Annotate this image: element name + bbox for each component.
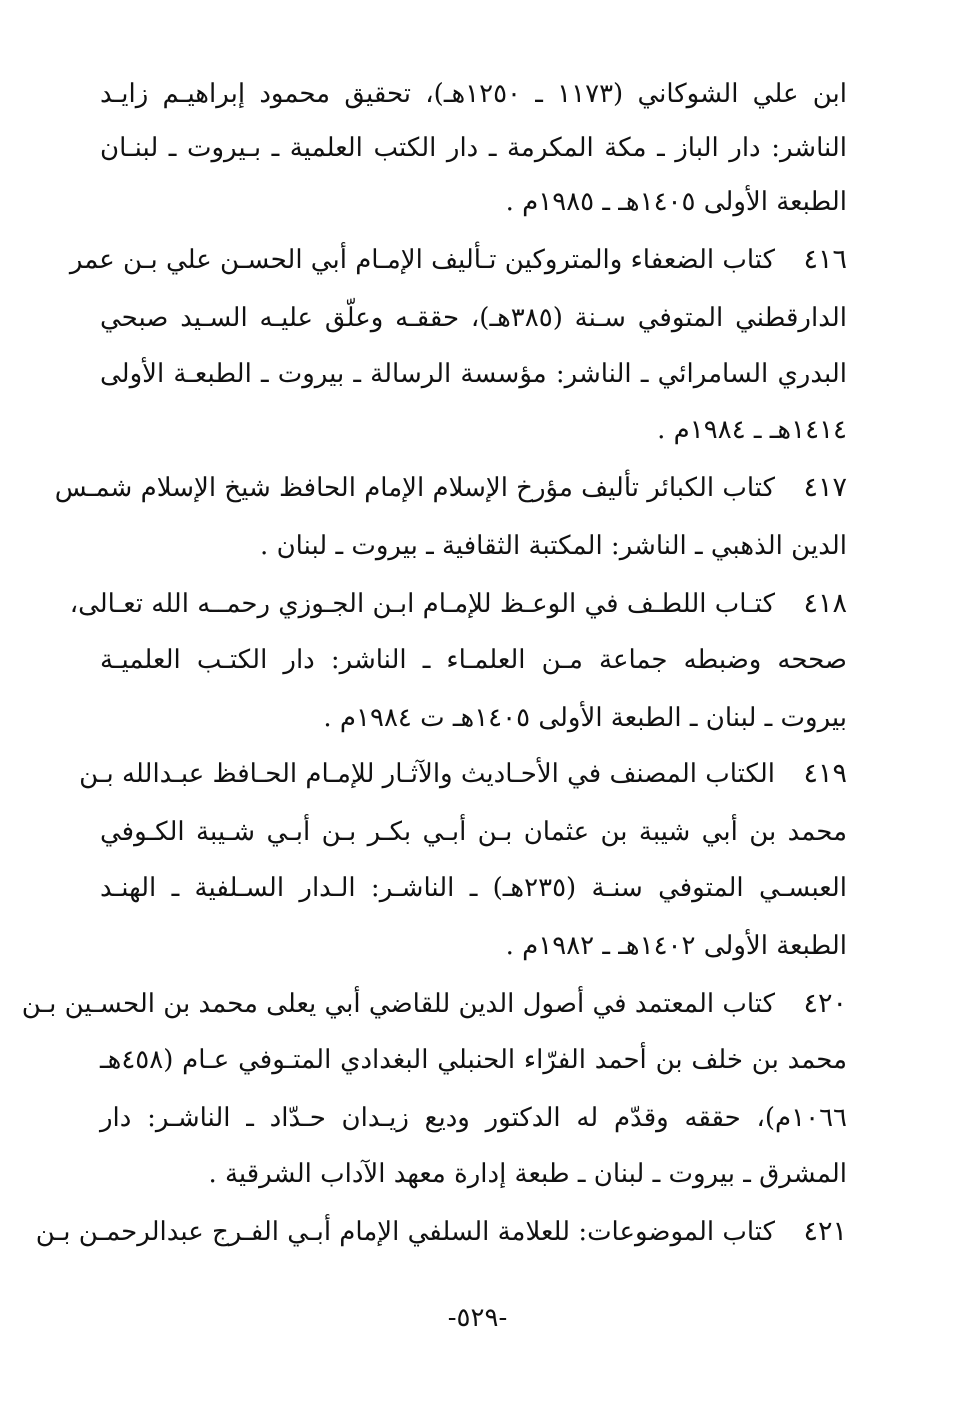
text-line: ١٠٦٦م)، حققه وقدّم له الدكتور وديع زيـدان حـدّاد ـ الناشـر: دار <box>100 1103 847 1133</box>
text-line: الدارقطني المتوفي سـنة (٣٨٥هـ)، حققـه وعلّق عليـه السـيد صبحي <box>100 303 847 333</box>
text-line: كتاب المعتمد في أصول الدين للقاضي أبي يعلى محمد بن الحسـين بـن <box>21 989 775 1019</box>
text-line: محمد بن أبي شيبة بن عثمان بـن أبـي بكـر بـن أبـي شـيبة الكـوفي <box>100 817 847 847</box>
text-line: البدري السامرائي ـ الناشر: مؤسسة الرسالة ـ بيروت ـ الطبعـة الأولى <box>100 359 847 389</box>
entry-number: ٤٢٠ <box>803 988 847 1019</box>
entry-number: ٤١٨ <box>803 588 847 619</box>
entry-number: ٤١٧ <box>803 472 847 503</box>
text-line: ١٤١٤هـ ـ ١٩٨٤م . <box>657 415 847 445</box>
text-line: الدين الذهبي ـ الناشر: المكتبة الثقافية ـ بيروت ـ لبنان . <box>260 531 847 561</box>
text-line: كتاب الكبائر تأليف مؤرخ الإسلام الإمام الحافظ شيخ الإسلام شمـس <box>54 473 775 503</box>
entry-number: ٤١٦ <box>803 244 847 275</box>
entry-number: ٤١٩ <box>803 758 847 789</box>
text-line: كتاب الضعفاء والمتروكين تـأليف الإمـام أبي الحسـن علي بـن عمر <box>69 245 775 275</box>
text-line: المشرق ـ بيروت ـ لبنان ـ طبعة إدارة معهد الآداب الشرقية . <box>208 1159 847 1189</box>
text-line: العبسـي المتوفي سنـة (٢٣٥هـ) ـ الناشـر: الـدار السـلفية ـ الهنـد <box>100 873 847 903</box>
page-number: -٥٢٩- <box>447 1303 508 1333</box>
text-line: الطبعة الأولى ١٤٠٥هـ ـ ١٩٨٥م . <box>505 187 847 217</box>
text-line: كتـاب اللطـف في الوعـظ للإمـام ابـن الجـوزي رحمــه الله تعـالى، <box>69 589 775 619</box>
text-line: الكتاب المصنف في الأحـاديث والآثـار للإمـام الحـافظ عبـدالله بـن <box>79 759 775 789</box>
text-line: كتاب الموضوعات: للعلامة السلفي الإمام أبـي الفـرج عبدالرحمـن بـن <box>35 1217 775 1247</box>
text-line: محمد بن خلف بن أحمد الفرّاء الحنبلي البغدادي المتـوفي عـام (٤٥٨هـ <box>100 1045 847 1075</box>
text-line: الطبعة الأولى ١٤٠٢هـ ـ ١٩٨٢م . <box>505 931 847 961</box>
text-line: صححه وضبطه جماعة مـن العلمـاء ـ الناشر: دار الكتـب العلميـة <box>100 645 847 675</box>
text-line: ابن علي الشوكاني (١١٧٣ ـ ١٢٥٠هـ)، تحقيق محمود إبراهيـم زايـد <box>100 79 847 109</box>
entry-number: ٤٢١ <box>803 1216 847 1247</box>
text-line: الناشر: دار الباز ـ مكة المكرمة ـ دار الكتب العلمية ـ بـيروت ـ لبنـان <box>100 133 847 163</box>
text-line: بيروت ـ لبنان ـ الطبعة الأولى ١٤٠٥هـ ت ١٩٨٤م . <box>323 703 847 733</box>
